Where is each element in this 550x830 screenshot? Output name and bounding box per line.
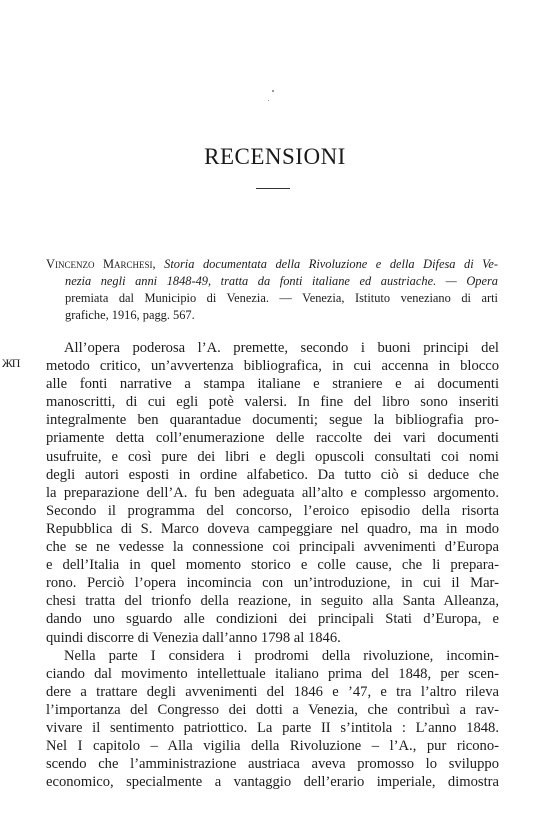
body-line: economico, specialmente a vantaggio dell’erario imperiale, dimostra <box>46 774 499 791</box>
title-divider <box>256 188 290 189</box>
body-line: Repubblica di S. Marco doveva campeggiare nel quadro, ma in modo <box>46 520 499 537</box>
citation-line: grafiche, 1916, pagg. 567. <box>65 308 195 322</box>
body-line: l’importanza del Congresso dei dotti a Venezia, che contribuì a rav- <box>46 701 499 718</box>
body-line: manoscritti, di cui egli potè valersi. In fine del libro sono inseriti <box>46 394 499 411</box>
review-body <box>46 339 499 791</box>
body-line: vivare il sentimento patriottico. La parte II s’intitola : L’anno 1848. <box>46 719 499 736</box>
page-title: RECENSIONI <box>204 144 346 169</box>
scan-speck <box>268 100 269 101</box>
review-citation <box>46 256 498 324</box>
review-author: Vincenzo Marchesi, <box>46 257 156 271</box>
body-line: metodo critico, un’avvertenza bibliografica, in cui accenna in blocco <box>46 358 499 375</box>
body-line: priamente detta coll’enumerazione delle raccolte dei vari documenti <box>46 430 499 447</box>
citation-line: premiata dal Municipio di Venezia. — Venezia, Istituto veneziano di arti <box>65 291 498 305</box>
body-line: e dell’Italia in quel momento storico e colle cause, che li prepara- <box>46 557 499 574</box>
body-line: quindi discorre di Venezia dall’anno 1798 al 1846. <box>46 629 341 646</box>
body-line: Secondo il programma del concorso, l’eroico episodio della risorta <box>46 502 499 519</box>
body-line: usufruite, e così pure dei libri e degli opuscoli consultati coi nomi <box>46 448 499 465</box>
body-line: Nel I capitolo – Alla vigilia della Rivoluzione – l’A., pur ricono- <box>46 738 499 755</box>
body-line: Nella parte I considera i prodromi della rivoluzione, incomin- <box>64 647 499 664</box>
body-line: che se ne vedesse la connessione coi principali avvenimenti d’Europa <box>46 539 499 556</box>
body-line: dando uno sguardo alle condizioni dei principali Stati d’Europa, e <box>46 611 499 628</box>
body-line: la preparazione dell’A. fu ben adeguata all’alto e complesso argomento. <box>46 484 499 501</box>
citation-title: Storia documentata della Rivoluzione e della Difesa di Ve- <box>164 257 498 271</box>
margin-mark: ЖП <box>2 356 20 370</box>
body-line: All’opera poderosa l’A. premette, secondo i buoni principi del <box>64 340 499 356</box>
scan-speck <box>272 90 274 92</box>
body-line: ciando dal movimento intellettuale italiano prima del 1848, per scen- <box>46 665 499 682</box>
body-line: chesi tratta del trionfo della reazione, in seguito alla Santa Alleanza, <box>46 593 499 610</box>
body-line: degli autori esposti in ordine alfabetico. Da tutto ciò si deduce che <box>46 466 499 483</box>
citation-line <box>46 256 498 273</box>
body-line: rono. Perciò l’opera incomincia con un’introduzione, in cui il Mar- <box>46 575 499 592</box>
citation-line: nezia negli anni 1848-49, tratta da fonti italiane ed austriache. — Opera <box>65 274 498 288</box>
body-line: scendo che l’amministrazione austriaca aveva promosso lo sviluppo <box>46 756 499 773</box>
body-line: alle fonti narrative a stampa italiane e straniere e ai documenti <box>46 376 499 393</box>
body-line: dere a trattare degli avvenimenti del 1846 e ’47, e tra l’altro rileva <box>46 683 499 700</box>
body-line: integralmente ben quarantadue documenti; segue la bibliografia pro- <box>46 412 499 429</box>
